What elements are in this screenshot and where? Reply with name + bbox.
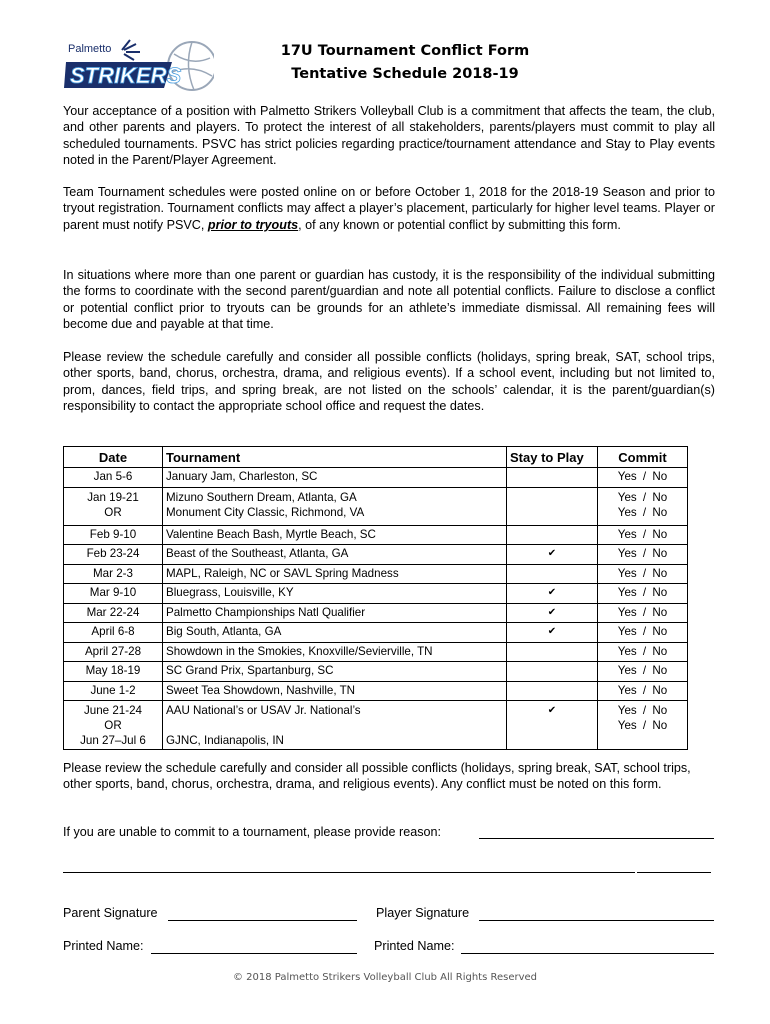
table-row: [64, 662, 688, 682]
review-note: Please review the schedule carefully and consider all possible conflicts (holidays, spring break, SAT, school trips, other sports, band, chorus, orchestra, drama, and religious events). Any conflict must be noted on this form.: [63, 761, 691, 792]
date-or: OR: [104, 719, 122, 732]
header-tournament: Tournament: [163, 447, 507, 468]
date-cell: Mar 2-3: [64, 564, 163, 584]
tournament-spacer: [166, 718, 503, 733]
date-cell: June 1-2: [64, 681, 163, 701]
commit-cell: [598, 701, 688, 750]
stay-to-play-check-icon[interactable]: ✔: [507, 603, 598, 623]
stay-to-play-cell[interactable]: [507, 642, 598, 662]
date-cell: Mar 22-24: [64, 603, 163, 623]
table-row: [64, 487, 688, 525]
date-cell: Mar 9-10: [64, 584, 163, 604]
tournament-line: Mizuno Southern Dream, Atlanta, GA: [166, 490, 357, 504]
table-row: [64, 525, 688, 545]
stay-to-play-cell[interactable]: [507, 681, 598, 701]
commit-choice[interactable]: Yes / No: [598, 623, 688, 643]
stay-to-play-cell[interactable]: [507, 468, 598, 488]
commit-choice[interactable]: Yes / No: [617, 490, 668, 504]
table-row: [64, 681, 688, 701]
stay-to-play-cell[interactable]: [507, 525, 598, 545]
paragraph-custody: In situations where more than one parent or guardian has custody, it is the responsibility of the individual submitting the forms to coordinate with the second parent/guardian and note all potential conflicts. Failure to disclose a conflict or potential conflict prior to tryouts can be grounds for an athlete’s immediate dismissal. All remaining fees will become due and payable at that time.: [63, 268, 715, 332]
parent-signature-field[interactable]: [168, 920, 357, 921]
commit-choice[interactable]: Yes / No: [598, 545, 688, 565]
stay-to-play-check-icon[interactable]: ✔: [507, 584, 598, 604]
paragraph-review: Please review the schedule carefully and consider all possible conflicts (holidays, spring break, SAT, school trips, other sports, band, chorus, orchestra, drama, and religious events). If a school event, including but not limited to, prom, dances, field trips, and spring break, are not listed on the schools’ calendar, it is the parent/guardian(s) responsibility to contact the appropriate school office and request the dates.: [63, 350, 715, 414]
commit-choice[interactable]: Yes / No: [617, 719, 668, 732]
tournament-cell: [163, 487, 507, 525]
date-cell: Jan 5-6: [64, 468, 163, 488]
commit-cell: [598, 487, 688, 525]
copyright-footer: © 2018 Palmetto Strikers Volleyball Club All Rights Reserved: [232, 972, 538, 983]
table-row: [64, 545, 688, 565]
page-title: 17U Tournament Conflict Form: [280, 43, 530, 59]
commit-choice[interactable]: Yes / No: [598, 642, 688, 662]
parent-printed-name-field[interactable]: [151, 953, 357, 954]
commit-choice[interactable]: Yes / No: [617, 704, 668, 717]
club-logo: [64, 36, 214, 94]
tournament-line: Monument City Classic, Richmond, VA: [166, 505, 365, 519]
date-cell: May 18-19: [64, 662, 163, 682]
commit-choice[interactable]: Yes / No: [598, 468, 688, 488]
paragraph-schedules-text-end: , of any known or potential conflict by submitting this form.: [298, 217, 621, 232]
parent-printed-name-label: Printed Name:: [63, 939, 144, 953]
tournament-cell: January Jam, Charleston, SC: [163, 468, 507, 488]
commit-choice[interactable]: Yes / No: [598, 584, 688, 604]
schedule-table: [63, 446, 688, 750]
date-cell: Feb 23-24: [64, 545, 163, 565]
table-header-row: [64, 447, 688, 468]
tournament-cell: Showdown in the Smokies, Knoxville/Sevierville, TN: [163, 642, 507, 662]
table-row: [64, 584, 688, 604]
prior-to-tryouts-emphasis: prior to tryouts: [207, 217, 299, 232]
reason-input-line-3[interactable]: [637, 872, 711, 873]
table-row: [64, 603, 688, 623]
stay-to-play-cell[interactable]: [507, 487, 598, 525]
paragraph-commitment: Your acceptance of a position with Palmetto Strikers Volleyball Club is a commitment that affects the team, the club, and other parents and players. To protect the interest of all stakeholders, parents/players must commit to play all scheduled tournaments. PSVC has strict policies regarding practice/tournament attendance and Stay to Play events noted in the Parent/Player Agreement.: [63, 104, 715, 168]
table-row: [64, 701, 688, 750]
tournament-cell: Bluegrass, Louisville, KY: [163, 584, 507, 604]
table-row: [64, 623, 688, 643]
stay-to-play-check-icon[interactable]: ✔: [507, 545, 598, 565]
date-cell: April 6-8: [64, 623, 163, 643]
date-line: June 21-24: [83, 704, 142, 717]
date-or: OR: [104, 505, 122, 519]
tournament-cell: MAPL, Raleigh, NC or SAVL Spring Madness: [163, 564, 507, 584]
commit-choice[interactable]: Yes / No: [598, 564, 688, 584]
tournament-cell: Palmetto Championships Natl Qualifier: [163, 603, 507, 623]
tournament-line: GJNC, Indianapolis, IN: [166, 734, 284, 747]
header-stay-to-play: Stay to Play: [507, 447, 598, 468]
player-signature-field[interactable]: [479, 920, 714, 921]
paragraph-schedules-text: Team Tournament schedules were posted online on or before October 1, 2018 for the 2018-19 Season and prior to tryout registration. Tournament conflicts may affect a player’s placement, particularly for higher level teams. Player or parent must notify PSVC,: [63, 185, 715, 232]
svg-text:Palmetto: Palmetto: [68, 43, 112, 55]
tournament-cell: Big South, Atlanta, GA: [163, 623, 507, 643]
commit-choice[interactable]: Yes / No: [598, 662, 688, 682]
svg-text:STRIKERS: STRIKERS: [70, 63, 182, 88]
tournament-cell: Sweet Tea Showdown, Nashville, TN: [163, 681, 507, 701]
date-cell: Feb 9-10: [64, 525, 163, 545]
table-row: [64, 564, 688, 584]
tournament-cell: SC Grand Prix, Spartanburg, SC: [163, 662, 507, 682]
parent-signature-label: Parent Signature: [63, 906, 158, 920]
table-row: [64, 468, 688, 488]
commit-choice[interactable]: Yes / No: [617, 505, 668, 519]
reason-label: If you are unable to commit to a tournament, please provide reason:: [63, 825, 442, 839]
stay-to-play-check-icon[interactable]: ✔: [507, 701, 598, 750]
strikers-logo-icon: [64, 36, 214, 94]
commit-choice[interactable]: Yes / No: [598, 603, 688, 623]
stay-to-play-cell[interactable]: [507, 564, 598, 584]
player-printed-name-field[interactable]: [461, 953, 714, 954]
tournament-cell: [163, 701, 507, 750]
paragraph-schedules: [63, 184, 715, 233]
tournament-cell: Beast of the Southeast, Atlanta, GA: [163, 545, 507, 565]
header-commit: Commit: [598, 447, 688, 468]
commit-choice[interactable]: Yes / No: [598, 525, 688, 545]
page-subtitle: Tentative Schedule 2018-19: [291, 66, 519, 82]
reason-input-line[interactable]: [479, 838, 714, 839]
stay-to-play-cell[interactable]: [507, 662, 598, 682]
reason-input-line-2[interactable]: [63, 872, 635, 873]
tournament-cell: Valentine Beach Bash, Myrtle Beach, SC: [163, 525, 507, 545]
date-cell: [64, 701, 163, 750]
date-cell: [64, 487, 163, 525]
date-line: Jun 27–Jul 6: [80, 734, 146, 747]
commit-choice[interactable]: Yes / No: [598, 681, 688, 701]
stay-to-play-check-icon[interactable]: ✔: [507, 623, 598, 643]
tournament-line: AAU National’s or USAV Jr. National’s: [166, 704, 361, 717]
player-signature-label: Player Signature: [376, 906, 470, 920]
player-printed-name-label: Printed Name:: [374, 939, 455, 953]
date-cell: April 27-28: [64, 642, 163, 662]
header: [200, 40, 610, 86]
header-date: Date: [64, 447, 163, 468]
date-line: Jan 19-21: [87, 490, 139, 504]
table-row: [64, 642, 688, 662]
